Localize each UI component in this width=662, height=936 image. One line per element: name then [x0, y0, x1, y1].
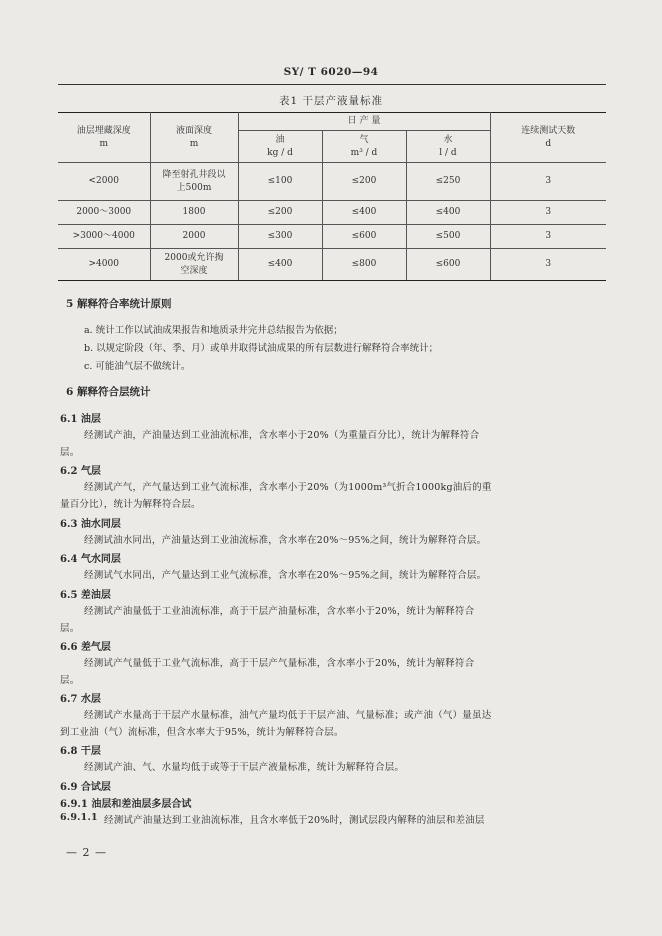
cell-oil: ≤300: [238, 225, 322, 249]
header-depth: [58, 113, 150, 163]
header-days: [490, 113, 606, 163]
page-number: — 2 —: [66, 846, 107, 859]
section-6-5-line-1: 经测试产油量低于工业油流标准，高于干层产油量标准，含水率小于20%，统计为解释符合: [84, 606, 475, 617]
header-gas: [322, 131, 406, 163]
cell-depth: >4000: [58, 249, 150, 281]
cell-days: 3: [490, 201, 606, 225]
header-gas-unit: m³ / d: [350, 147, 378, 158]
header-oil-unit: kg / d: [267, 147, 293, 158]
section-6-4-title: 6.4 气水同层: [60, 554, 121, 565]
header-days-unit: d: [545, 138, 552, 149]
section-6-9-1-1-number: 6.9.1.1: [60, 812, 98, 823]
section-6-8-title: 6.8 干层: [60, 746, 101, 757]
table-row: [58, 163, 606, 201]
cell-liquid: 降至射孔井段以上500m: [150, 163, 238, 201]
standard-header: SY/ T 6020—94: [283, 66, 379, 78]
cell-liquid: 2000: [150, 225, 238, 249]
section-6-2-title: 6.2 气层: [60, 466, 101, 477]
header-gas-label: 气: [359, 134, 369, 145]
cell-oil: ≤100: [238, 163, 322, 201]
header-oil: [238, 131, 322, 163]
table-row: [58, 201, 606, 225]
header-liquid-label: 液面深度: [175, 125, 212, 136]
header-depth-unit: m: [99, 138, 109, 149]
section-6-1-title: 6.1 油层: [60, 414, 101, 425]
cell-gas: ≤600: [322, 225, 406, 249]
section-6-3-line-1: 经测试油水同出，产油量达到工业油流标准，含水率在20%～95%之间，统计为解释符合层。: [84, 535, 487, 546]
section-6-5-title: 6.5 差油层: [60, 590, 111, 601]
header-depth-label: 油层埋藏深度: [76, 125, 131, 136]
cell-depth: 2000～3000: [58, 201, 150, 225]
dry-layer-standard-table: [58, 112, 606, 281]
header-liquid-unit: m: [189, 138, 199, 149]
cell-depth: <2000: [58, 163, 150, 201]
section-6-1-line-1: 经测试产油，产油量达到工业油流标准，含水率小于20%（为重量百分比），统计为解释符合: [84, 430, 480, 441]
header-oil-label: 油: [275, 134, 285, 145]
section-6-7-line-1: 经测试产水量高于干层产水量标准，油气产量均低于干层产油、气量标准；或产油（气）量虽达: [84, 710, 492, 721]
section-5-item-c: c. 可能油气层不做统计。: [84, 361, 191, 372]
cell-gas: ≤200: [322, 163, 406, 201]
cell-liquid: 1800: [150, 201, 238, 225]
section-6-5-line-2: 层。: [60, 623, 80, 634]
cell-days: 3: [490, 225, 606, 249]
table-caption: 表1 干层产液量标准: [278, 95, 384, 107]
cell-gas: ≤400: [322, 201, 406, 225]
cell-water: ≤500: [406, 225, 490, 249]
header-water: [406, 131, 490, 163]
header-water-unit: l / d: [439, 147, 457, 158]
section-6-4-line-1: 经测试气水同出，产气量达到工业气流标准，含水率在20%～95%之间，统计为解释符合层。: [84, 570, 487, 581]
cell-water: ≤250: [406, 163, 490, 201]
header-rule: [58, 84, 606, 85]
cell-days: 3: [490, 163, 606, 201]
section-6-7-line-2: 到工业油（气）流标准，但含水率大于95%，统计为解释符合层。: [60, 727, 344, 738]
section-6-2-line-1: 经测试产气，产气量达到工业气流标准，含水率小于20%（为1000m³气折合1000kg油后的重: [84, 482, 492, 493]
section-6-6-title: 6.6 差气层: [60, 642, 111, 653]
section-6-9-1-title: 6.9.1 油层和差油层多层合试: [60, 799, 192, 810]
cell-oil: ≤200: [238, 201, 322, 225]
section-5-item-a: a. 统计工作以试油成果报告和地质录井完井总结报告为依据；: [84, 325, 343, 336]
section-5-title: 5 解释符合率统计原则: [66, 298, 172, 310]
section-6-2-line-2: 量百分比），统计为解释符合层。: [60, 499, 201, 510]
cell-oil: ≤400: [238, 249, 322, 281]
section-6-title: 6 解释符合层统计: [66, 386, 151, 398]
section-6-1-line-2: 层。: [60, 447, 80, 458]
section-6-8-line-1: 经测试产油、气、水量均低于或等于干层产液量标准，统计为解释符合层。: [84, 762, 405, 773]
cell-days: 3: [490, 249, 606, 281]
header-liquid: [150, 113, 238, 163]
section-6-9-1-1-line-1: 经测试产油量达到工业油流标准，且含水率低于20%时，测试层段内解释的油层和差油层: [104, 815, 485, 826]
section-6-6-line-2: 层。: [60, 675, 80, 686]
section-6-9-title: 6.9 合试层: [60, 782, 111, 793]
section-6-6-line-1: 经测试产气量低于工业气流标准，高于干层产气量标准，含水率小于20%，统计为解释符合: [84, 658, 475, 669]
cell-water: ≤400: [406, 201, 490, 225]
cell-gas: ≤800: [322, 249, 406, 281]
section-6-3-title: 6.3 油水同层: [60, 519, 121, 530]
section-5-item-b: b. 以规定阶段（年、季、月）或单井取得试油成果的所有层数进行解释符合率统计；: [84, 343, 439, 354]
cell-water: ≤600: [406, 249, 490, 281]
header-water-label: 水: [443, 134, 453, 145]
table-row: [58, 225, 606, 249]
cell-depth: >3000～4000: [58, 225, 150, 249]
table-row: [58, 249, 606, 281]
header-daily: 日 产 量: [238, 113, 490, 131]
cell-liquid: 2000或允许掏空深度: [150, 249, 238, 281]
header-days-label: 连续测试天数: [521, 125, 576, 136]
section-6-7-title: 6.7 水层: [60, 694, 101, 705]
